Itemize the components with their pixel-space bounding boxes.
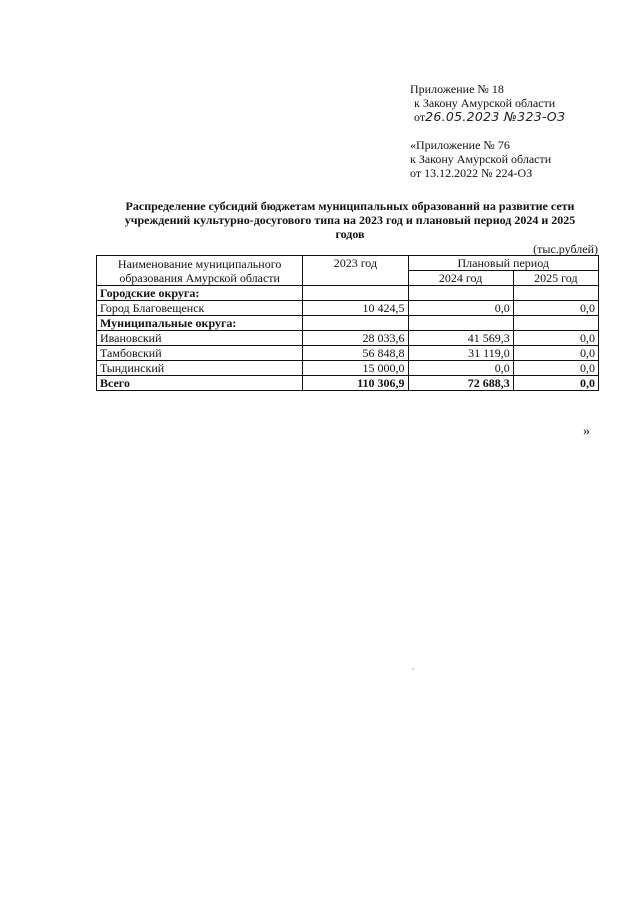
header-year-2023: 2023 год <box>303 256 408 286</box>
table-row <box>97 301 599 316</box>
table-row <box>97 346 599 361</box>
title-line: Распределение субсидий бюджетам муниципальных образований на развитие сети <box>125 199 575 213</box>
value-2024-cell: 31 119,0 <box>408 346 513 361</box>
empty-cell <box>303 286 408 301</box>
annex-date-prefix: от <box>414 110 426 124</box>
empty-cell <box>408 316 513 331</box>
closing-quote-mark: » <box>583 424 590 439</box>
value-2024-cell: 0,0 <box>408 301 513 316</box>
value-2025-cell: 0,0 <box>513 301 598 316</box>
header-year-2024: 2024 год <box>408 271 513 286</box>
header-year-2025: 2025 год <box>513 271 598 286</box>
value-2023-cell: 110 306,9 <box>303 376 408 391</box>
annex-law-date <box>410 110 565 124</box>
municipality-name-cell: Ивановский <box>97 331 303 346</box>
value-2023-cell: 56 848,8 <box>303 346 408 361</box>
title-line: учреждений культурно-досугового типа на 2023 год и плановый период 2024 и 2025 <box>124 213 576 227</box>
handwritten-date-number: 26.05.2023 №323-ОЗ <box>425 109 566 124</box>
section-name-cell: Муниципальные округа: <box>97 316 303 331</box>
value-2023-cell: 15 000,0 <box>303 361 408 376</box>
value-2025-cell: 0,0 <box>513 331 598 346</box>
value-2024-cell: 0,0 <box>408 361 513 376</box>
header-planned-period: Плановый период <box>408 256 599 271</box>
header-name-line: Наименование муниципального <box>117 256 282 271</box>
annex-law-date: от 13.12.2022 № 224-ОЗ <box>410 166 533 180</box>
value-2023-cell: 10 424,5 <box>303 301 408 316</box>
value-2024-cell: 41 569,3 <box>408 331 513 346</box>
empty-cell <box>303 316 408 331</box>
municipality-name-cell: Город Благовещенск <box>97 301 303 316</box>
table-section-row <box>97 316 599 331</box>
municipality-name-cell: Тындинский <box>97 361 303 376</box>
section-name-cell: Городские округа: <box>97 286 303 301</box>
table-row <box>97 331 599 346</box>
municipality-name-cell: Всего <box>97 376 303 391</box>
table-row <box>97 361 599 376</box>
municipality-name-cell: Тамбовский <box>97 346 303 361</box>
value-2023-cell: 28 033,6 <box>303 331 408 346</box>
table-total-row <box>97 376 599 391</box>
annex-number: «Приложение № 76 <box>410 138 510 152</box>
annex-reference-18 <box>410 82 565 124</box>
title-line: годов <box>335 227 365 241</box>
units-label: (тыс.рублей) <box>533 242 598 256</box>
table-section-row <box>97 286 599 301</box>
scan-speck <box>412 668 414 670</box>
empty-cell <box>513 316 598 331</box>
value-2024-cell: 72 688,3 <box>408 376 513 391</box>
annex-law-reference: к Закону Амурской области <box>414 96 556 110</box>
header-municipality <box>97 256 303 286</box>
empty-cell <box>513 286 598 301</box>
annex-reference-76 <box>410 138 551 180</box>
value-2025-cell: 0,0 <box>513 361 598 376</box>
value-2025-cell: 0,0 <box>513 376 598 391</box>
subsidy-table <box>96 255 599 391</box>
header-name-line: образования Амурской области <box>119 270 280 285</box>
annex-law-reference: к Закону Амурской области <box>410 152 552 166</box>
document-title <box>98 199 602 241</box>
empty-cell <box>408 286 513 301</box>
table-header-row <box>97 256 599 271</box>
annex-number: Приложение № 18 <box>410 82 504 96</box>
value-2025-cell: 0,0 <box>513 346 598 361</box>
